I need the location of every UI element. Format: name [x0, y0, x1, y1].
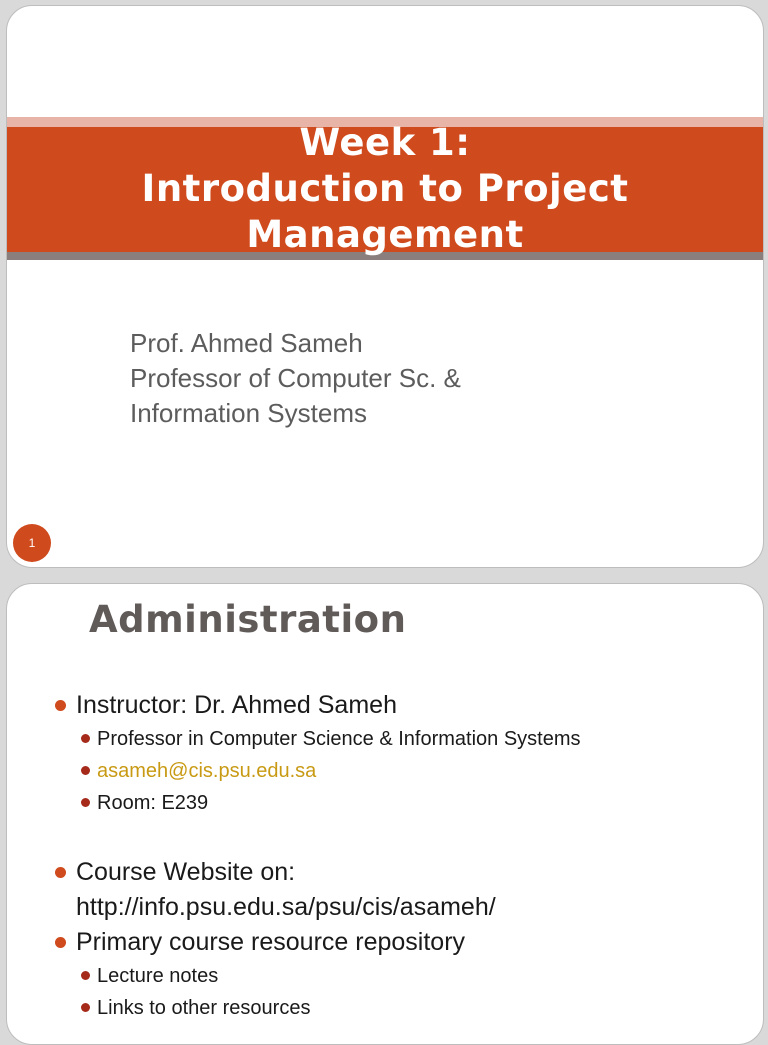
title-line-2: Introduction to Project [141, 167, 629, 210]
subtitle-line-2: Professor of Computer Sc. & [130, 363, 461, 393]
email-link[interactable]: asameh@cis.psu.edu.sa [77, 755, 753, 787]
slide-1-title [7, 120, 763, 258]
slide-2 [6, 583, 764, 1045]
sub-bullet-links: Links to other resources [77, 992, 753, 1024]
sub-bullet-lecture-notes: Lecture notes [77, 960, 753, 992]
subtitle-line-1: Prof. Ahmed Sameh [130, 328, 363, 358]
website-url: http://info.psu.edu.sa/psu/cis/asameh/ [76, 893, 496, 921]
bullet-list [51, 688, 753, 1024]
sub-bullet-room: Room: E239 [77, 787, 753, 819]
bullet-repository: Primary course resource repository [51, 925, 753, 960]
sub-bullet-professor: Professor in Computer Science & Information Systems [77, 723, 753, 755]
bullet-instructor: Instructor: Dr. Ahmed Sameh [51, 688, 753, 723]
title-line-1: Week 1: [299, 121, 471, 164]
subtitle-line-3: Information Systems [130, 398, 367, 428]
slide-2-title: Administration [89, 598, 407, 641]
bullet-website [51, 855, 753, 925]
slide-1-subtitle [130, 326, 461, 431]
spacer [51, 819, 753, 855]
slide-1 [6, 5, 764, 568]
title-line-3: Management [246, 213, 524, 256]
website-label: Course Website on: [76, 858, 296, 886]
slide-number-badge: 1 [13, 524, 51, 562]
